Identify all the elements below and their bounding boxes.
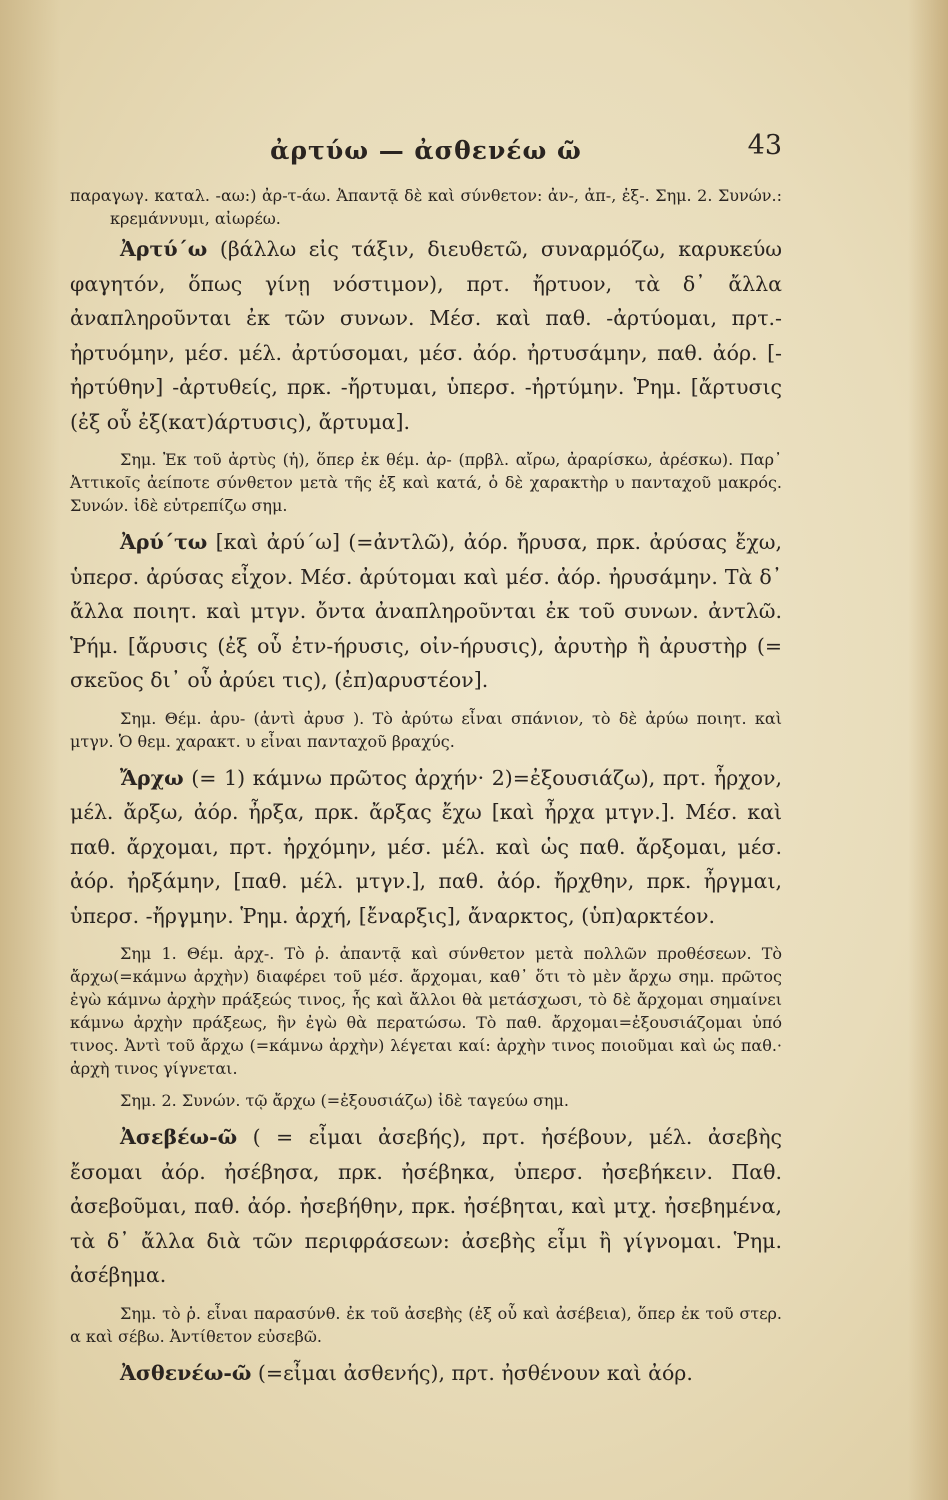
entry-asebeo — [70, 1120, 782, 1293]
entry-text: ( = εἶμαι ἀσεβής), πρτ. ἠσέβουν, μέλ. ἀσεβὴς ἔσομαι ἀόρ. ἠσέβησα, πρκ. ἠσέβηκα, ὑπερσ. ἠσεβήκειν. Παθ. ἀσεβοῦμαι, παθ. ἀόρ. ἠσεβήθην, πρκ. ἠσέβηται, καὶ μτχ. ἠσεβημένα, τὰ δ᾽ ἄλλα διὰ τῶν περιφράσεων: ἀσεβὴς εἶμι ἢ γίγνομαι. Ῥημ. ἀσέβημα. — [70, 1125, 782, 1287]
note-text: Σημ. Ἐκ τοῦ ἀρτὺς (ἡ), ὅπερ ἐκ θέμ. ἀρ- (πρβλ. αἴρω, ἀραρίσκω, ἀρέσκω). Παρ᾽ Ἀττικοῖς ἀείποτε σύνθετον μετὰ τῆς ἐξ καὶ κατά, ὁ δὲ χαρακτὴρ υ πανταχοῦ μακρός. Συνών. ἰδὲ εὐτρεπίζω σημ. — [70, 450, 782, 515]
note-text: Σημ 1. Θέμ. ἀρχ-. Τὸ ῥ. ἀπαντᾷ καὶ σύνθετον μετὰ πολλῶν προθέσεων. Τὸ ἄρχω(=κάμνω ἀρχὴν) διαφέρει τοῦ μέσ. ἄρχομαι, καθ᾽ ὅτι τὸ μὲν ἄρχω σημ. πρῶτος ἐγὼ κάμνω ἀρχὴν πράξεώς τινος, ἧς καὶ ἄλλοι θὰ μετάσχωσι, τὸ δὲ ἄρχομαι σημαίνει κάμνω ἀρχὴν πράξεως, ἣν ἐγὼ θὰ περατώσω. Τὸ παθ. ἄρχομαι=ἐξουσιάζομαι ὑπό τινος. Ἀντὶ τοῦ ἄρχω (=κάμνω ἀρχὴν) λέγεται καί: ἀρχὴν τινος ποιοῦμαι καὶ ὡς παθ.· ἀρχὴ τινος γίγνεται. — [70, 944, 782, 1078]
entry-text: (βάλλω εἰς τάξιν, διευθετῶ, συναρμόζω, καρυκεύω φαγητόν, ὅπως γίνῃ νόστιμον), πρτ. ἤρτυον, τὰ δ᾽ ἄλλα ἀναπληροῦνται ἐκ τῶν συνων. Μέσ. καὶ παθ. -ἀρτύομαι, πρτ.-ἠρτυόμην, μέσ. μέλ. ἀρτύσομαι, μέσ. ἀόρ. ἠρτυσάμην, παθ. ἀόρ. [-ἠρτύθην] -ἀρτυθείς, πρκ. -ἤρτυμαι, ὑπερσ. -ἠρτύμην. Ῥημ. [ἄρτυσις (ἐξ οὗ ἐξ(κατ)άρτυσις), ἄρτυμα]. — [70, 237, 782, 434]
entry-text: (= 1) κάμνω πρῶτος ἀρχήν· 2)=ἐξουσιάζω), πρτ. ἦρχον, μέλ. ἄρξω, ἀόρ. ἦρξα, πρκ. ἄρξας ἔχω [καὶ ἦρχα μτγν.]. Μέσ. καὶ παθ. ἄρχομαι, πρτ. ἠρχόμην, μέσ. μέλ. καὶ ὡς παθ. ἄρξομαι, μέσ. ἀόρ. ἠρξάμην, [παθ. μέλ. μτγν.], παθ. ἀόρ. ἤρχθην, πρκ. ἦργμαι, ὑπερσ. -ἤργμην. Ῥημ. ἀρχή, [ἔναρξις], ἄναρκτος, (ὑπ)αρκτέον. — [70, 765, 782, 928]
note-asebeo — [70, 1302, 782, 1348]
page-content — [70, 130, 782, 1390]
note-text: Σημ. Θέμ. ἀρυ- (ἀντὶ ἀρυσ ). Τὸ ἀρύτω εἶναι σπάνιον, τὸ δὲ ἀρύω ποιητ. καὶ μτγν. Ὁ θεμ. χαρακτ. υ εἶναι πανταχοῦ βραχύς. — [70, 708, 782, 751]
intro-text: παραγωγ. καταλ. -αω:) ἀρ-τ-άω. Ἀπαντᾷ δὲ καὶ σύνθετον: ἀν-, ἀπ-, ἐξ-. Σημ. 2. Συνών.: κρεμάννυμι, αἰωρέω. — [70, 186, 782, 228]
note-text: Σημ. 2. Συνών. τῷ ἄρχω (=ἐξουσιάζω) ἰδὲ ταγεύω σημ. — [120, 1091, 569, 1110]
entry-asthenéo — [70, 1356, 782, 1391]
entry-headword: Ἀρύ΄τω — [120, 530, 208, 554]
entry-archo — [70, 761, 782, 934]
note-archo-1 — [70, 942, 782, 1080]
intro-paragraph — [70, 184, 782, 230]
note-archo-2 — [70, 1089, 782, 1112]
note-artyo — [70, 448, 782, 517]
note-aryto — [70, 707, 782, 753]
entry-aryto — [70, 525, 782, 698]
note-text: Σημ. τὸ ῥ. εἶναι παρασύνθ. ἐκ τοῦ ἀσεβὴς (ἐξ οὗ καὶ ἀσέβεια), ὅπερ ἐκ τοῦ στερ. α καὶ σέβω. Ἀντίθετον εὐσεβῶ. — [70, 1303, 782, 1346]
entry-headword: Ἀσεβέω-ῶ — [120, 1125, 238, 1149]
entry-headword: Ἀσθενέω-ῶ — [120, 1360, 252, 1385]
entry-text: [καὶ ἀρύ΄ω] (=ἀντλῶ), ἀόρ. ἤρυσα, πρκ. ἀρύσας ἔχω, ὑπερσ. ἀρύσας εἶχον. Μέσ. ἀρύτομαι καὶ μέσ. ἀόρ. ἠρυσάμην. Τὰ δ᾽ ἄλλα ποιητ. καὶ μτγν. ὄντα ἀναπληροῦνται ἐκ τοῦ συνων. ἀντλῶ. Ῥήμ. [ἄρυσις (ἐξ οὗ ἐτν-ήρυσις, οἰν-ήρυσις), ἀρυτὴρ ἢ ἀρυστὴρ (= σκεῦος δι᾽ οὗ ἀρύει τις), (ἐπ)αρυστέον]. — [70, 530, 782, 692]
running-head: ἀρτύω — ἀσθενέω ῶ — [270, 136, 582, 165]
page-header — [70, 130, 782, 174]
entry-headword: Ἀρτύ΄ω — [120, 237, 208, 261]
page-number: 43 — [747, 130, 782, 161]
entry-headword: Ἄρχω — [120, 765, 184, 790]
entry-text: (=εἶμαι ἀσθενής), πρτ. ἠσθένουν καὶ ἀόρ. — [251, 1360, 693, 1385]
entry-artyo — [70, 232, 782, 439]
